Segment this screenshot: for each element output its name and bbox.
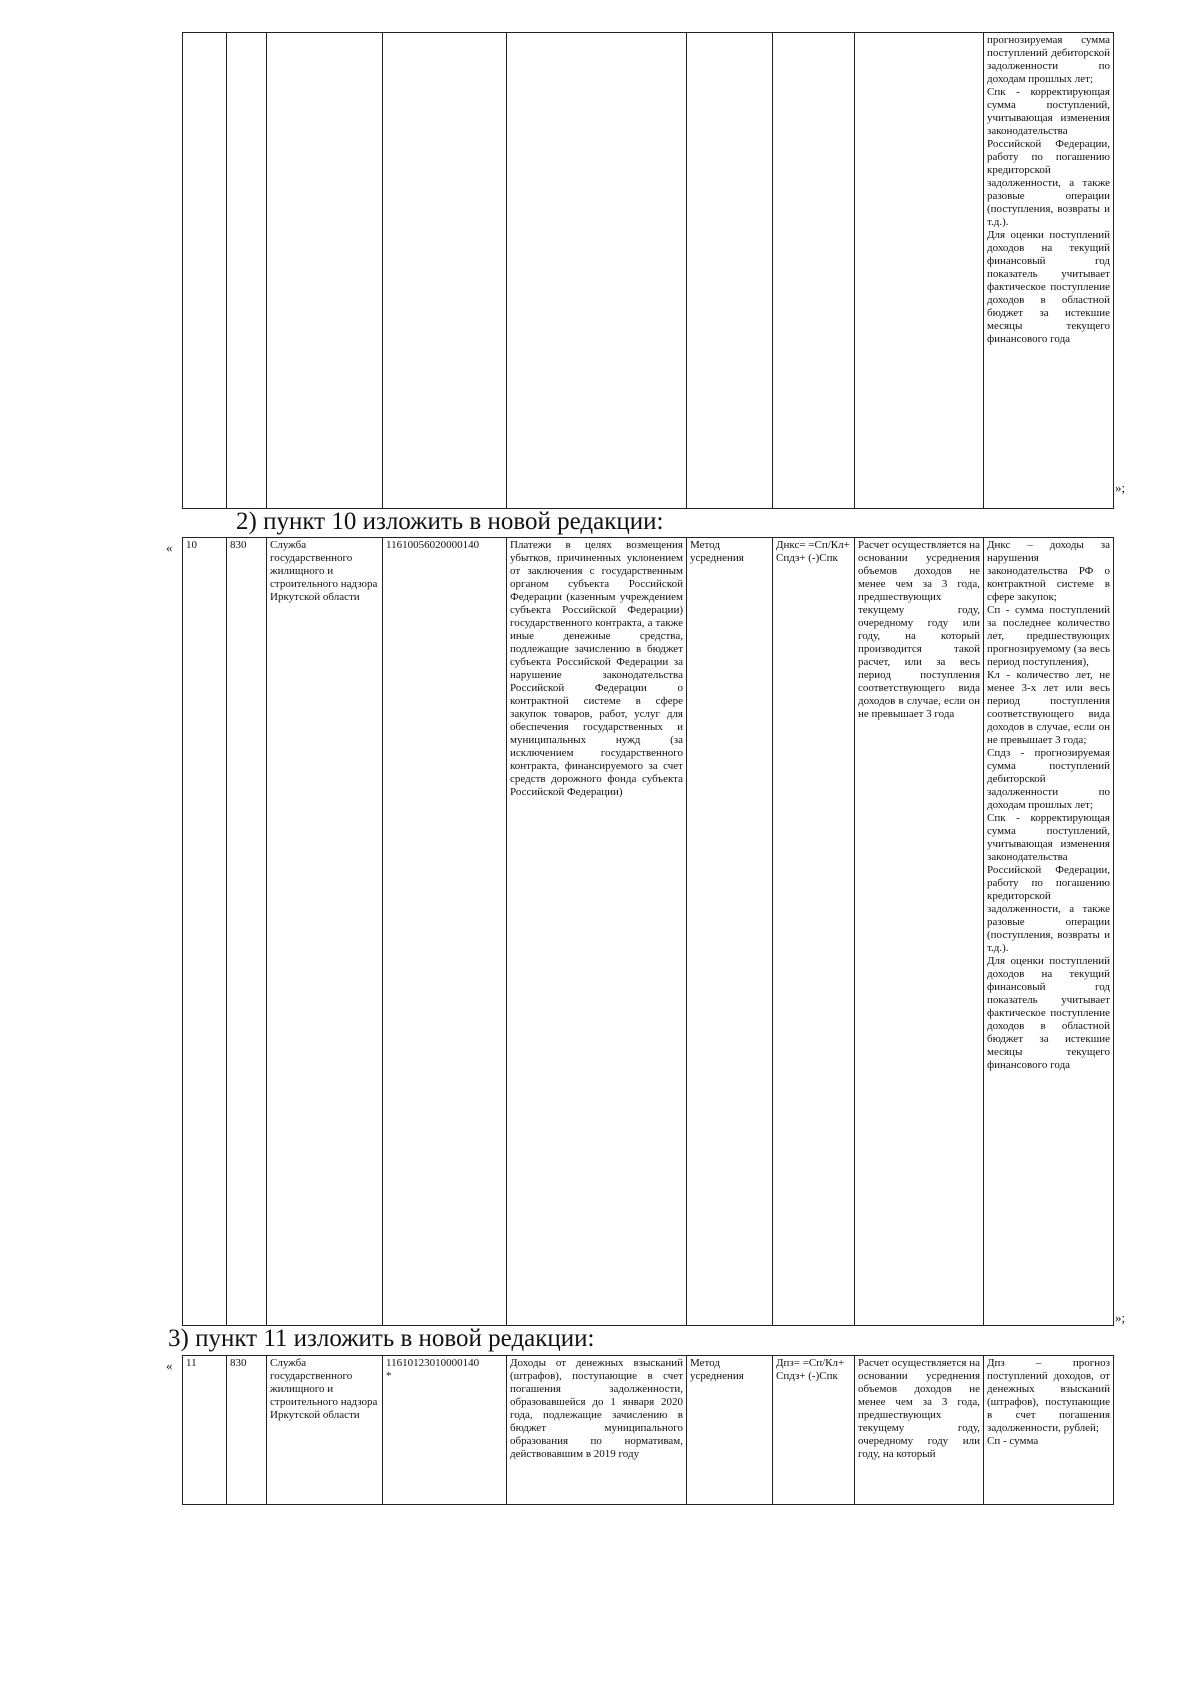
calculation-algorithm: Расчет осуществляется на основании усреднения объемов доходов не менее чем за 3 года, предшествующих текущему году, очередному году или году, на который производится такой расчет, или за весь период поступления соответствующего вида доходов в случае, если он не превышает 3 года xyxy=(855,538,984,1326)
item-10-table xyxy=(182,537,1114,1326)
opening-quote: « xyxy=(166,540,173,555)
row-number: 11 xyxy=(183,1356,227,1505)
kbk-code: 11610056020000140 xyxy=(383,538,507,1326)
income-name: Платежи в целях возмещения убытков, причиненных уклонением от заключения с государственным органом субъекта Российской Федерации (казенным учреждением субъекта Российской Федерации) государственного контракта, а также иные денежные средства, подлежащие зачислению в бюджет субъекта Российской Федерации за нарушение законодательства Российской Федерации о контрактной системе в сфере закупок товаров, работ, услуг для обеспечения государственных и муниципальных нужд (за исключением государственного контракта, финансируемого за счет средств дорожного фонда субъекта Российской Федерации) xyxy=(507,538,687,1326)
administrator-name: Служба государственного жилищного и строительного надзора Иркутской области xyxy=(267,538,383,1326)
closing-quote: »; xyxy=(1115,480,1126,495)
table-row xyxy=(183,1356,1114,1505)
row-number: 10 xyxy=(183,538,227,1326)
kbk-footnote-mark: * xyxy=(386,1370,392,1382)
forecast-method: Метод усреднения xyxy=(687,538,773,1326)
continuation-table xyxy=(182,32,1114,509)
forecast-method: Метод усреднения xyxy=(687,1356,773,1505)
closing-quote: »; xyxy=(1115,1310,1126,1325)
indicator-description: Днкс – доходы за нарушения законодательства РФ о контрактной системе в сфере закупок; Сп - сумма поступлений за последнее количество лет, предшествующих прогнозируемому (за весь период поступления), Кл - количество лет, не менее 3-х лет или весь период поступления соответствующего вида доходов в случае, если он не превышает 3 года; Спдз - прогнозируемая сумма поступлений дебиторской задолженности по доходам прошлых лет; Спк - корректирующая сумма поступлений, учитывающая изменения законодательства Российской Федерации, работу по погашению кредиторской задолженности, а также разовые операции (поступления, возвраты и т.д.). Для оценки поступлений доходов на текущий финансовый год показатель учитывает фактическое поступление доходов в областной бюджет за истекшие месяцы текущего финансового года xyxy=(984,538,1114,1326)
formula: Днкс= =Сп/Кл+ Спдз+ (-)Спк xyxy=(773,538,855,1326)
table-row xyxy=(183,538,1114,1326)
item-11-table xyxy=(182,1355,1114,1505)
formula: Дпз= =Сп/Кл+ Спдз+ (-)Спк xyxy=(773,1356,855,1505)
admin-code: 830 xyxy=(227,538,267,1326)
calculation-algorithm: Расчет осуществляется на основании усреднения объемов доходов не менее чем за 3 года, предшествующих текущему году, очередному году или году, на который xyxy=(855,1356,984,1505)
kbk-code: 11610123010000140 xyxy=(386,1357,480,1369)
income-name: Доходы от денежных взысканий (штрафов), поступающие в счет погашения задолженности, образовавшейся до 1 января 2020 года, подлежащие зачислению в бюджет муниципального образования по нормативам, действовавшим в 2019 году xyxy=(507,1356,687,1505)
method-description-cell: прогнозируемая сумма поступлений дебиторской задолженности по доходам прошлых лет; Спк - корректирующая сумма поступлений, учитывающая изменения законодательства Российской Федерации, работу по погашению кредиторской задолженности, а также разовые операции (поступления, возвраты и т.д.). Для оценки поступлений доходов на текущий финансовый год показатель учитывает фактическое поступление доходов в областной бюджет за истекшие месяцы текущего финансового года xyxy=(984,33,1114,509)
administrator-name: Служба государственного жилищного и строительного надзора Иркутской области xyxy=(267,1356,383,1505)
indicator-description: Дпз – прогноз поступлений доходов, от денежных взысканий (штрафов), поступающие в счет погашения задолженности, рублей; Сп - сумма xyxy=(984,1356,1114,1505)
admin-code: 830 xyxy=(227,1356,267,1505)
opening-quote: « xyxy=(166,1358,173,1373)
kbk-cell xyxy=(383,1356,507,1505)
section-heading-3: 3) пункт 11 изложить в новой редакции: xyxy=(168,1325,595,1352)
table-row xyxy=(183,33,1114,509)
section-heading-2: 2) пункт 10 изложить в новой редакции: xyxy=(236,508,664,535)
